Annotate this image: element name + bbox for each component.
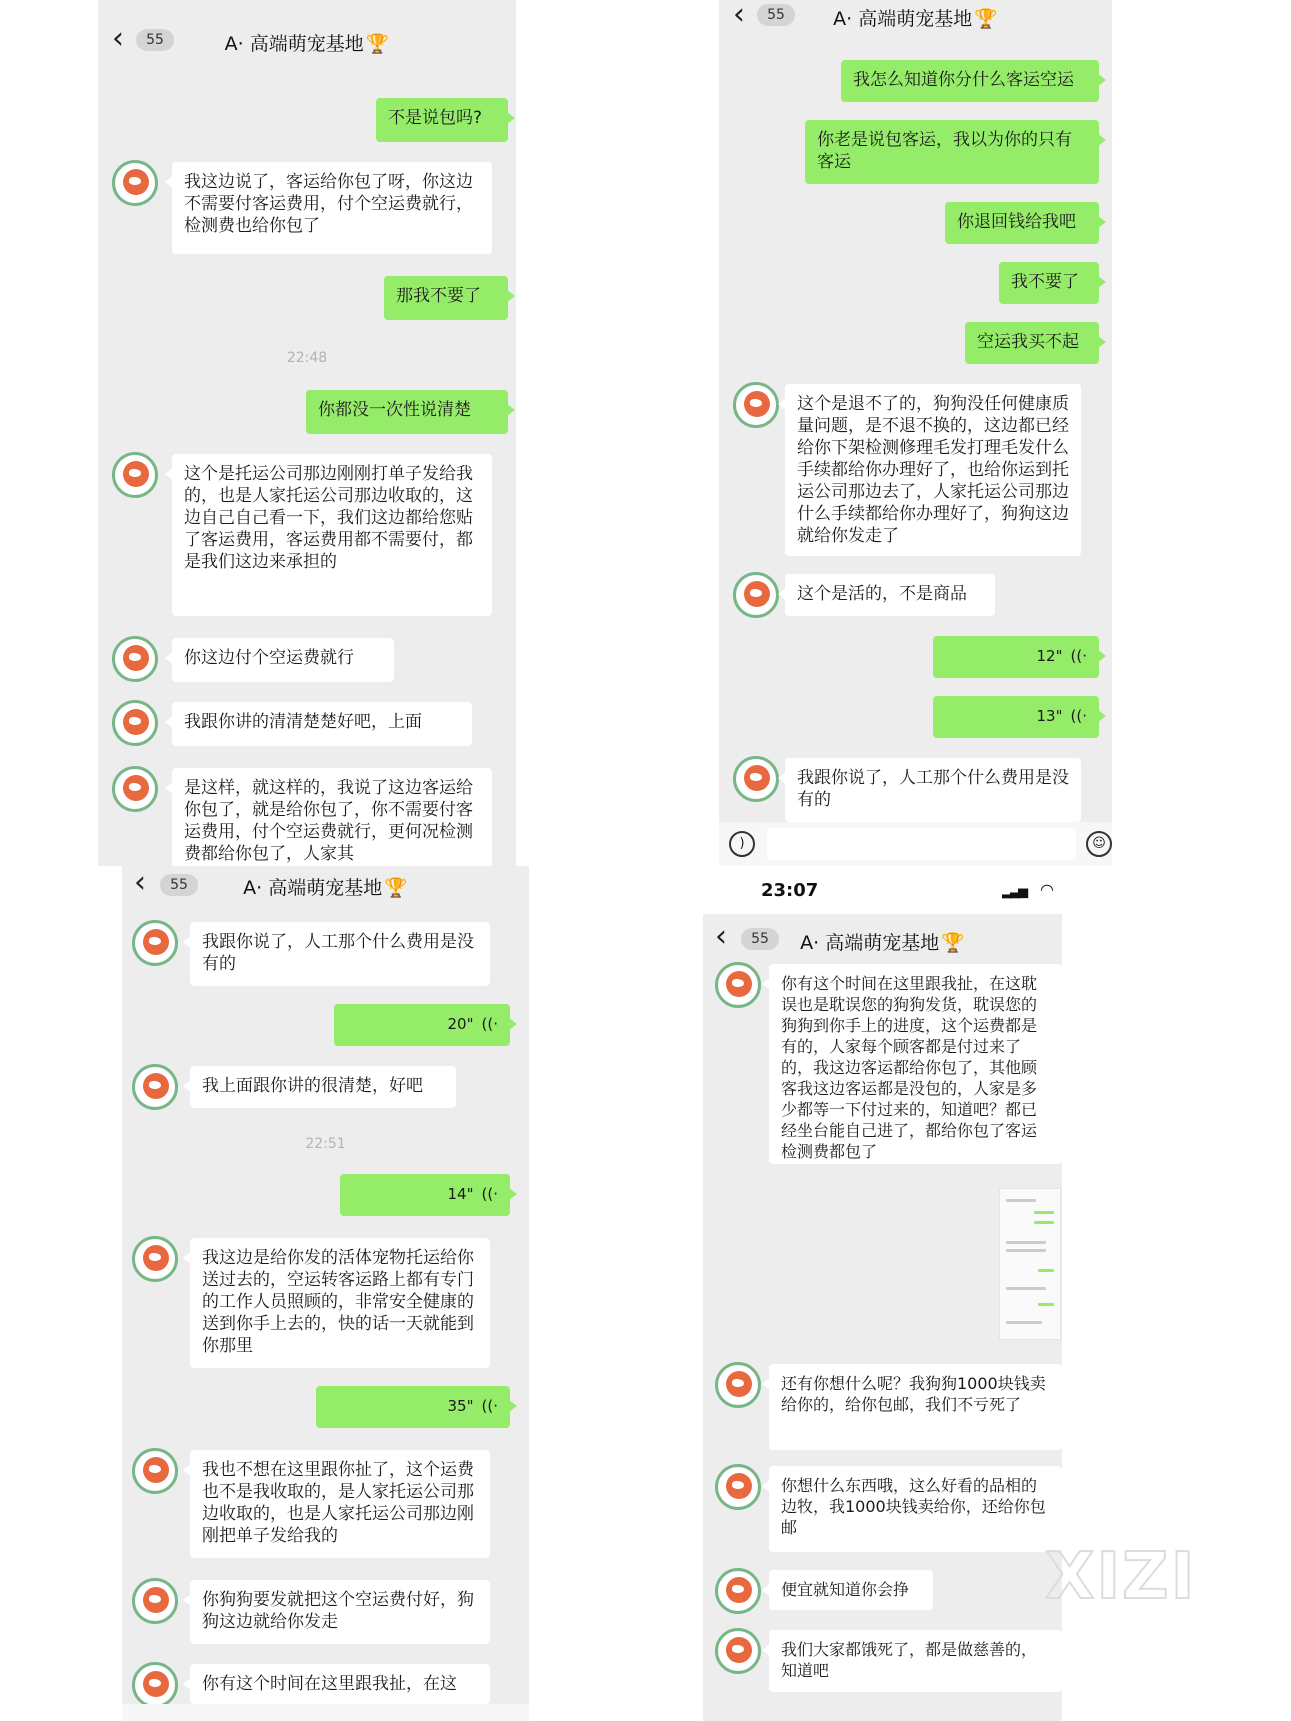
voice-message[interactable]: 20" ((· [334,1004,510,1046]
dog-logo-icon [123,709,149,735]
unread-badge: 55 [757,4,795,26]
voice-wave-icon: ((· [481,1397,498,1415]
message-incoming[interactable]: 我上面跟你讲的很清楚，好吧 [190,1066,456,1108]
avatar[interactable] [733,572,779,618]
back-chevron-icon[interactable]: ‹ [715,919,727,954]
dog-logo-icon [744,765,770,791]
message-incoming[interactable]: 还有你想什么呢？我狗狗1000块钱卖给你的，给你包邮，我们不亏死了 [769,1364,1062,1450]
signal-icon: ▂▃▅ [1002,884,1026,899]
input-bar [719,822,1112,866]
avatar[interactable] [715,1628,761,1674]
voice-message[interactable]: 12" ((· [933,636,1099,678]
dog-logo-icon [143,1671,169,1697]
message-incoming[interactable]: 你狗狗要发就把这个空运费付好，狗狗这边就给你发走 [190,1580,490,1644]
thumb-bubble [1006,1321,1042,1324]
message-outgoing[interactable]: 你退回钱给我吧 [945,202,1099,244]
message-incoming[interactable]: 我这边说了，客运给你包了呀，你这边不需要付客运费用，付个空运费就行，检测费也给你包了 [172,162,492,254]
avatar[interactable] [132,1064,178,1110]
thumb-bubble [1038,1303,1054,1306]
timestamp: 22:51 [305,1136,346,1152]
message-outgoing[interactable]: 你老是说包客运，我以为你的只有客运 [805,120,1099,184]
message-input[interactable] [767,828,1076,860]
input-bar [122,1704,529,1721]
avatar[interactable] [112,700,158,746]
dog-logo-icon [143,1245,169,1271]
trophy-icon: 🏆 [974,8,998,30]
dog-logo-icon [726,971,752,997]
avatar[interactable] [132,920,178,966]
chat-panel-4 [703,866,1062,1721]
dog-logo-icon [123,645,149,671]
unread-badge: 55 [160,874,198,896]
avatar[interactable] [112,636,158,682]
unread-badge: 55 [741,928,779,950]
voice-wave-icon: ((· [1070,647,1087,665]
chat-panel-3 [122,866,529,1721]
status-bar [703,866,1062,914]
avatar[interactable] [715,962,761,1008]
watermark-logo: XIZI [1045,1540,1197,1614]
voice-message[interactable]: 35" ((· [316,1386,510,1428]
voice-wave-icon: ((· [481,1185,498,1203]
thumb-bubble [1006,1287,1046,1290]
avatar[interactable] [132,1662,178,1708]
message-incoming[interactable]: 这个是活的，不是商品 [785,574,995,616]
dog-logo-icon [726,1637,752,1663]
back-chevron-icon[interactable]: ‹ [134,866,146,900]
avatar[interactable] [132,1236,178,1282]
voice-message[interactable]: 13" ((· [933,696,1099,738]
chat-header [98,0,516,60]
message-incoming[interactable]: 我这边是给你发的活体宠物托运给你送过去的，空运转客运路上都有专门的工作人员照顾的，非常安全健康的送到你手上去的，快的话一天就能到你那里 [190,1238,490,1368]
avatar[interactable] [112,766,158,812]
back-chevron-icon[interactable]: ‹ [733,0,745,32]
chat-header [703,914,1062,962]
message-incoming[interactable]: 我跟你说了，人工那个什么费用是没有的 [190,922,490,986]
chat-title: A· 高端萌宠基地 🏆 [800,932,965,954]
timestamp: 22:48 [286,350,328,366]
back-chevron-icon[interactable]: ‹ [112,21,124,56]
voice-message[interactable]: 14" ((· [340,1174,510,1216]
dog-logo-icon [726,1473,752,1499]
wifi-icon: ◠ [1040,880,1054,899]
thumb-bubble [1034,1221,1054,1224]
dog-logo-icon [143,929,169,955]
dog-logo-icon [123,775,149,801]
avatar[interactable] [112,452,158,498]
thumb-bubble [1038,1269,1054,1272]
dog-logo-icon [143,1073,169,1099]
dog-logo-icon [123,169,149,195]
voice-wave-icon: ((· [481,1015,498,1033]
message-incoming[interactable]: 是这样，就这样的，我说了这边客运给你包了，就是给你包了，你不需要付客运费用，付个空运费就行，更何况检测费都给你包了，人家其 [172,768,492,866]
avatar[interactable] [715,1464,761,1510]
thumb-bubble [1034,1211,1054,1214]
chat-panel-2 [719,0,1112,866]
message-outgoing[interactable]: 那我不要了 [384,276,508,320]
dog-logo-icon [143,1457,169,1483]
message-incoming[interactable]: 这个是托运公司那边刚刚打单子发给我的，也是人家托运公司那边收取的，这边自己自己看一下，我们这边都给您贴了客运费用，客运费用都不需要付，都是我们这边来承担的 [172,454,492,616]
chat-title: A· 高端萌宠基地 🏆 [833,8,998,30]
voice-wave-icon: ((· [1070,707,1087,725]
message-outgoing[interactable]: 我不要了 [999,262,1099,304]
message-outgoing[interactable]: 空运我买不起 [965,322,1099,364]
avatar[interactable] [715,1362,761,1408]
message-incoming[interactable]: 我跟你讲的清清楚楚好吧，上面 [172,702,472,746]
avatar[interactable] [132,1578,178,1624]
chat-title: A· 高端萌宠基地 🏆 [224,33,390,55]
dog-logo-icon [744,391,770,417]
avatar[interactable] [132,1448,178,1494]
message-outgoing[interactable]: 我怎么知道你分什么客运空运 [841,60,1099,102]
dog-logo-icon [744,581,770,607]
emoji-icon[interactable]: ☺ [1086,831,1112,857]
message-incoming[interactable]: 这个是退不了的，狗狗没任何健康质量问题，是不退不换的，这边都已经给你下架检测修理毛发打理毛发什么手续都给你办理好了，也给你运到托运公司那边去了，人家托运公司那边什么手续都给你办理好了，狗狗这边就给你发走了 [785,384,1081,556]
message-incoming[interactable]: 你这边付个空运费就行 [172,638,394,682]
avatar[interactable] [112,160,158,206]
thumb-bubble [1006,1241,1046,1244]
dog-logo-icon [123,461,149,487]
dog-logo-icon [726,1577,752,1603]
dog-logo-icon [143,1587,169,1613]
chat-header [122,866,529,910]
dog-logo-icon [726,1371,752,1397]
message-incoming[interactable]: 我也不想在这里跟你扯了，这个运费也不是我收取的，是人家托运公司那边收取的，也是人家托运公司那边刚刚把单子发给我的 [190,1450,490,1558]
thumb-bubble [1006,1199,1036,1202]
chat-header [719,0,1112,40]
message-incoming[interactable]: 我跟你说了，人工那个什么费用是没有的 [785,758,1081,822]
trophy-icon: 🏆 [365,33,390,55]
message-incoming[interactable]: 你有这个时间在这里跟我扯，在这耽误也是耽误您的狗狗发货，耽误您的狗狗到你手上的进度，这个运费都是有的，人家每个顾客都是付过来了的，我这边客运都给你包了，其他顾客我这边客运都是没包的，人家是多少都等一下付过来的，知道吧？都已经坐台能自己进了，都给你包了客运检测费都包了 [769,964,1062,1164]
thumb-bubble [1006,1249,1046,1252]
status-time: 23:07 [761,880,819,901]
message-incoming[interactable]: 你有这个时间在这里跟我扯，在这 [190,1664,490,1704]
trophy-icon: 🏆 [384,877,408,899]
message-outgoing[interactable]: 不是说包吗? [376,98,508,142]
avatar[interactable] [715,1568,761,1614]
avatar[interactable] [733,756,779,802]
chat-title: A· 高端萌宠基地 🏆 [243,877,408,899]
unread-badge: 55 [136,29,174,51]
screenshot-thumbnail[interactable] [999,1188,1061,1340]
voice-input-icon[interactable]: ) [729,831,755,857]
message-incoming[interactable]: 我们大家都饿死了，都是做慈善的，知道吧 [769,1630,1062,1692]
trophy-icon: 🏆 [941,932,965,954]
chat-panel-1 [98,0,516,866]
avatar[interactable] [733,382,779,428]
message-incoming[interactable]: 你想什么东西哦，这么好看的品相的边牧，我1000块钱卖给你，还给你包邮 [769,1466,1062,1552]
message-incoming[interactable]: 便宜就知道你会挣 [769,1570,933,1610]
message-outgoing[interactable]: 你都没一次性说清楚 [306,390,508,434]
